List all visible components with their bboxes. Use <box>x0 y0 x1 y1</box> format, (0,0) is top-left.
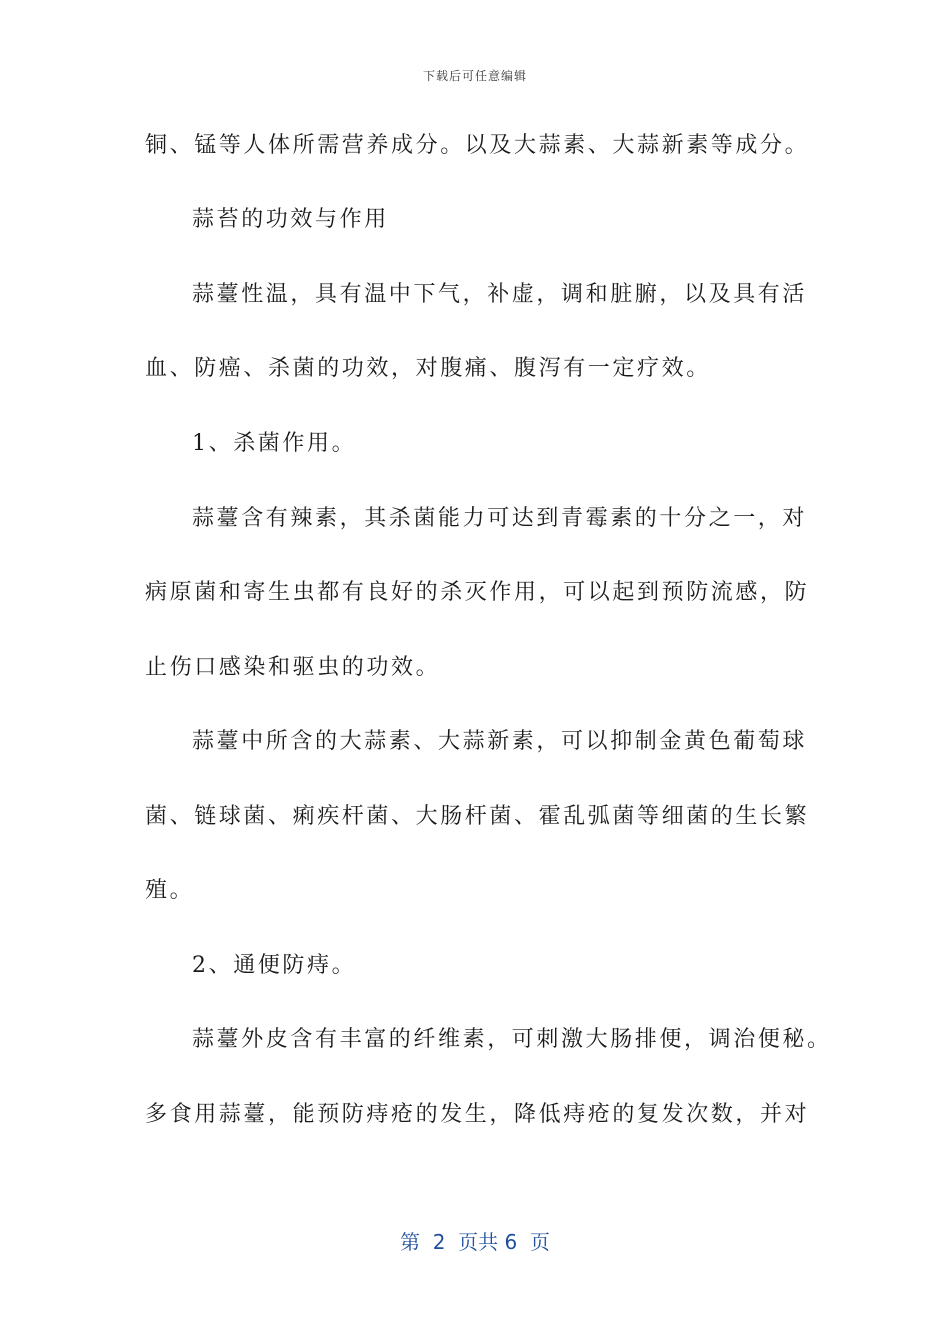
page-header: 下载后可任意编辑 <box>422 69 527 83</box>
paragraph-line: 多食用蒜薹，能预防痔疮的发生，降低痔疮的复发次数，并对 <box>145 1102 810 1127</box>
page-footer: 第 2 页共 6 页 <box>400 1230 550 1254</box>
paragraph-line: 蒜薹外皮含有丰富的纤维素，可刺激大肠排便，调治便秘。 <box>192 1027 832 1052</box>
text-line: 铜、锰等人体所需营养成分。以及大蒜素、大蒜新素等成分。 <box>145 133 810 158</box>
paragraph-line: 殖。 <box>145 878 195 903</box>
paragraph-line: 病原菌和寄生虫都有良好的杀灭作用，可以起到预防流感，防 <box>145 580 810 605</box>
paragraph-line: 蒜薹中所含的大蒜素、大蒜新素，可以抑制金黄色葡萄球 <box>192 729 808 754</box>
paragraph-line: 止伤口感染和驱虫的功效。 <box>145 655 441 680</box>
section-heading: 蒜苔的功效与作用 <box>192 207 389 232</box>
list-heading: 1、杀菌作用。 <box>192 431 357 456</box>
paragraph-line: 蒜薹含有辣素，其杀菌能力可达到青霉素的十分之一，对 <box>192 506 808 531</box>
list-heading: 2、通便防痔。 <box>192 953 357 978</box>
paragraph-line: 血、防癌、杀菌的功效，对腹痛、腹泻有一定疗效。 <box>145 356 711 381</box>
paragraph-line: 蒜薹性温，具有温中下气，补虚，调和脏腑，以及具有活 <box>192 282 808 307</box>
paragraph-line: 菌、链球菌、痢疾杆菌、大肠杆菌、霍乱弧菌等细菌的生长繁 <box>145 804 810 829</box>
